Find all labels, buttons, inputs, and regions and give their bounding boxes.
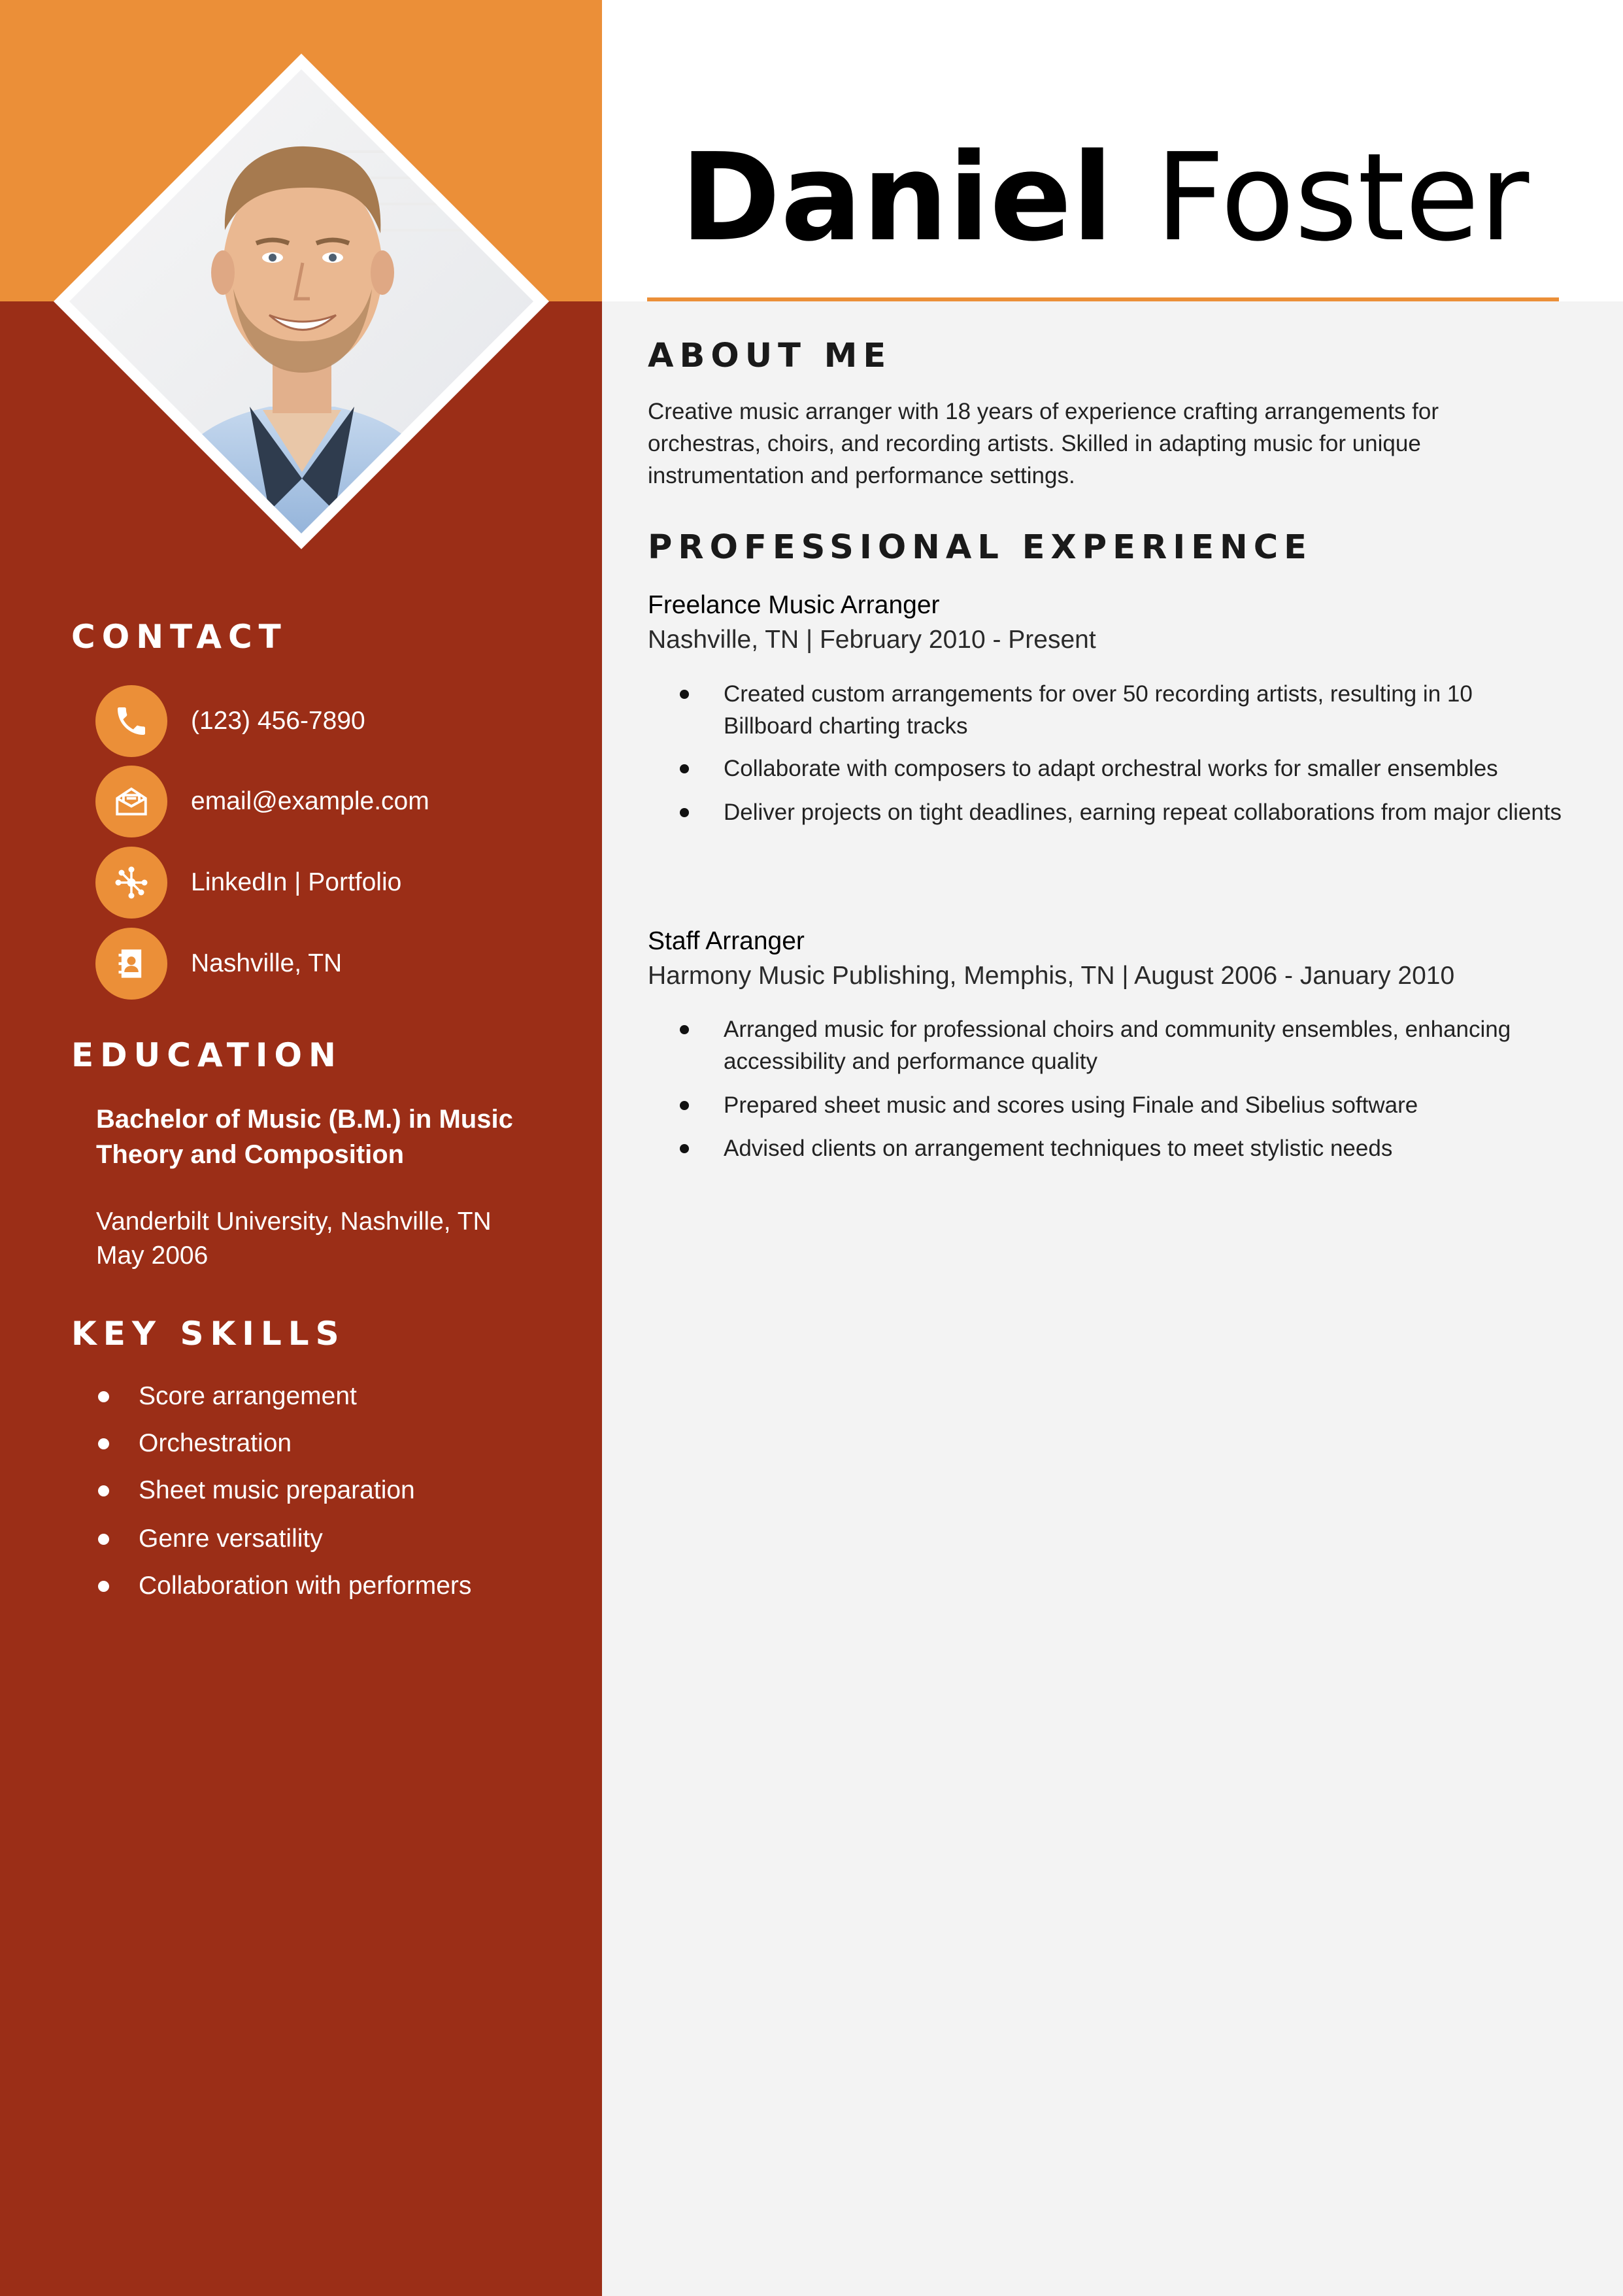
bullet-dot	[680, 1025, 689, 1034]
contact-heading: CONTACT	[71, 618, 288, 656]
bullet-dot	[98, 1438, 109, 1449]
contact-location	[95, 928, 342, 1000]
contact-email	[95, 766, 429, 837]
bullet-dot	[680, 1144, 689, 1153]
job-bullet	[680, 752, 1562, 785]
job-title: Freelance Music Arranger	[648, 591, 940, 619]
bullet-dot	[98, 1485, 109, 1496]
skill-item	[95, 1427, 292, 1460]
job-bullet-text: Advised clients on arrangement techniques to meet stylistic needs	[724, 1136, 1393, 1161]
skills-heading: KEY SKILLS	[71, 1315, 346, 1353]
job-title: Staff Arranger	[648, 927, 805, 955]
education-school: Vanderbilt University, Nashville, TN	[96, 1207, 492, 1236]
skill-text: Score arrangement	[139, 1382, 357, 1410]
job-bullet-text: Deliver projects on tight deadlines, earning repeat collaborations from major clients	[724, 800, 1562, 825]
bullet-dot	[98, 1391, 109, 1402]
contact-location-text: Nashville, TN	[191, 949, 343, 977]
about-heading: ABOUT ME	[648, 337, 892, 375]
skill-text: Sheet music preparation	[139, 1476, 415, 1504]
bullet-dot	[98, 1581, 109, 1592]
job-bullet-text: Arranged music for professional choirs and community ensembles, enhancing accessibility and performance quality	[724, 1017, 1511, 1074]
name-divider	[647, 297, 1559, 301]
phone-icon	[95, 685, 167, 757]
contact-links	[95, 847, 401, 919]
bullet-dot	[680, 690, 689, 699]
skill-item	[95, 1379, 357, 1413]
job-bullet-text: Created custom arrangements for over 50 recording artists, resulting in 10 Billboard charting tracks	[724, 681, 1473, 739]
job-bullet	[680, 1132, 1562, 1164]
job-bullet	[680, 1013, 1562, 1077]
bullet-dot	[680, 1101, 689, 1110]
about-text: Creative music arranger with 18 years of experience crafting arrangements for orchestras, choirs, and recording artists. Skilled in adapting music for unique instrumentation and performance settings.	[648, 399, 1439, 488]
job-bullet-text: Prepared sheet music and scores using Finale and Sibelius software	[724, 1092, 1418, 1118]
skill-text: Genre versatility	[139, 1525, 323, 1553]
person-name	[647, 127, 1562, 268]
education-heading: EDUCATION	[71, 1036, 343, 1074]
skill-text: Orchestration	[139, 1429, 292, 1457]
job-bullet	[680, 678, 1562, 742]
bullet-dot	[98, 1534, 109, 1545]
contact-book-icon	[95, 928, 167, 1000]
job-bullet	[680, 1089, 1562, 1121]
skill-item	[95, 1569, 471, 1603]
education-degree: Bachelor of Music (B.M.) in Music Theory and Composition	[96, 1105, 513, 1169]
last-name: Foster	[1155, 127, 1530, 268]
envelope-icon	[95, 766, 167, 837]
job-bullet-text: Collaborate with composers to adapt orchestral works for smaller ensembles	[724, 756, 1498, 781]
job-meta: Nashville, TN | February 2010 - Present	[648, 626, 1096, 654]
network-icon	[95, 847, 167, 919]
contact-email-text: email@example.com	[191, 787, 429, 815]
job-meta: Harmony Music Publishing, Memphis, TN | August 2006 - January 2010	[648, 962, 1455, 990]
contact-phone	[95, 685, 365, 757]
education-date: May 2006	[96, 1241, 209, 1270]
skill-item	[95, 1522, 323, 1556]
profile-photo	[54, 54, 549, 549]
job-bullet	[680, 796, 1562, 828]
skill-text: Collaboration with performers	[139, 1572, 472, 1600]
bullet-dot	[680, 764, 689, 773]
bullet-dot	[680, 808, 689, 817]
contact-links-text: LinkedIn | Portfolio	[191, 868, 402, 896]
skill-item	[95, 1474, 415, 1508]
first-name: Daniel	[680, 127, 1114, 268]
contact-phone-text: (123) 456-7890	[191, 707, 365, 735]
experience-heading: PROFESSIONAL EXPERIENCE	[648, 528, 1313, 567]
